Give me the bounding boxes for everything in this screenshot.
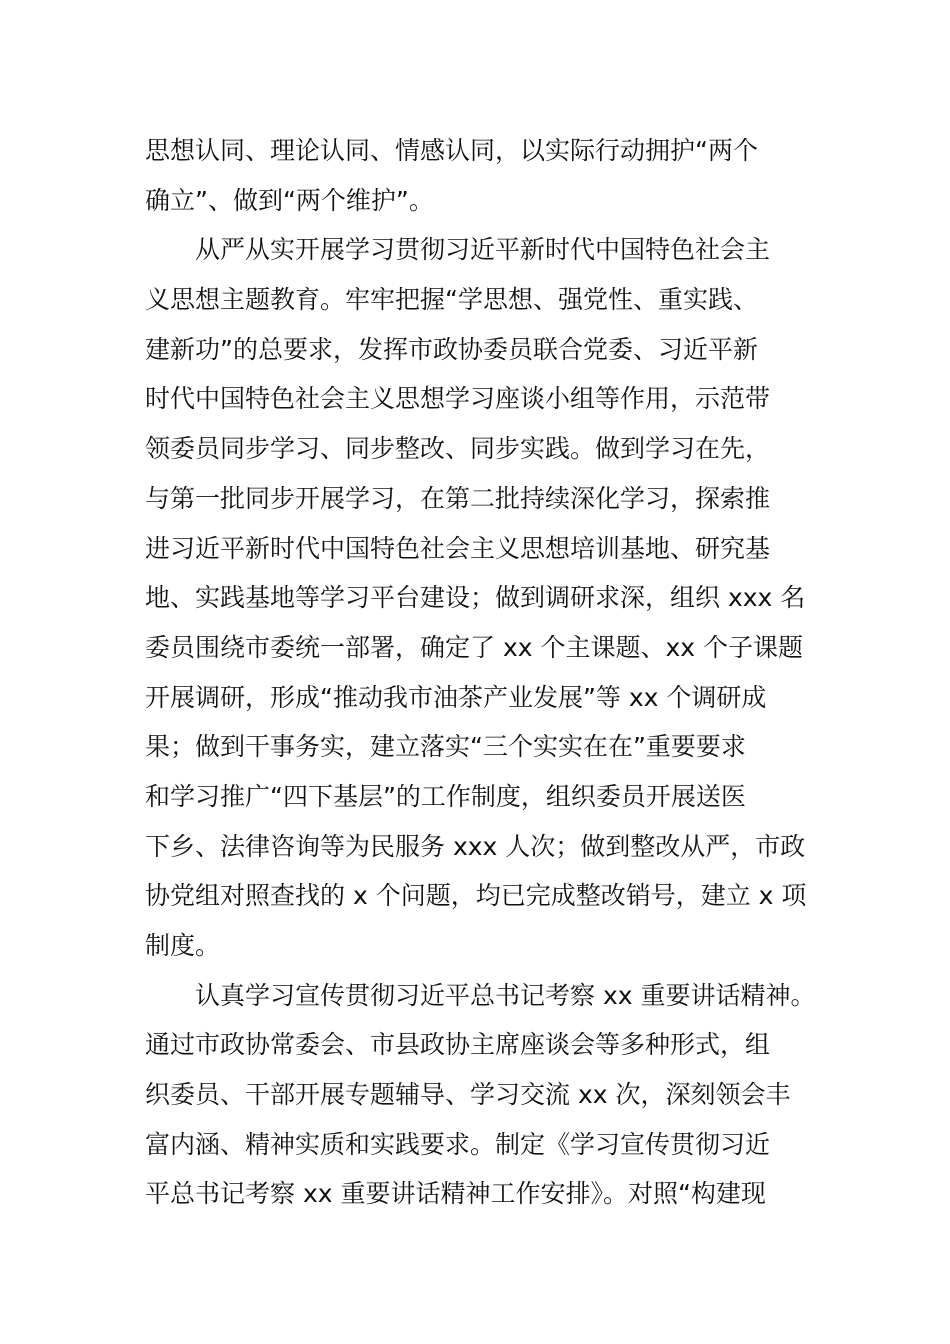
body-text bbox=[145, 126, 815, 1219]
text-line: 富内涵、精神实质和实践要求。制定《学习宣传贯彻习近 bbox=[145, 1129, 771, 1159]
text-line: 协党组对照查找的 x 个问题，均已完成整改销号，建立 x 项 bbox=[145, 881, 807, 911]
text-line: 思想认同、理论认同、情感认同，以实际行动拥护“两个 bbox=[145, 136, 758, 165]
text-line: 与第一批同步开展学习，在第二批持续深化学习，探索推 bbox=[145, 483, 771, 513]
text-line: 时代中国特色社会主义思想学习座谈小组等作用，示范带 bbox=[145, 384, 771, 414]
text-line: 果；做到干事务实，建立落实“三个实实在在”重要要求 bbox=[145, 732, 746, 762]
text-line: 制度。 bbox=[145, 931, 221, 960]
text-line: 和学习推广“四下基层”的工作制度，组织委员开展送医 bbox=[145, 781, 746, 811]
text-line: 进习近平新时代中国特色社会主义思想培训基地、研究基 bbox=[145, 533, 771, 563]
text-line: 通过市政协常委会、市县政协主席座谈会等多种形式，组 bbox=[145, 1030, 771, 1060]
text-line: 确立”、做到“两个维护”。 bbox=[145, 185, 434, 215]
paragraph-start-line: 从严从实开展学习贯彻习近平新时代中国特色社会主 bbox=[195, 235, 771, 265]
paragraph-start-line: 认真学习宣传贯彻习近平总书记考察 xx 重要讲话精神。 bbox=[195, 980, 816, 1010]
text-line: 地、实践基地等学习平台建设；做到调研求深，组织 xxx 名 bbox=[145, 583, 806, 613]
text-line: 领委员同步学习、同步整改、同步实践。做到学习在先， bbox=[145, 434, 771, 464]
text-line: 委员围绕市委统一部署，确定了 xx 个主课题、xx 个子课题 bbox=[145, 632, 804, 662]
text-line: 义思想主题教育。牢牢把握“学思想、强党性、重实践、 bbox=[145, 285, 758, 315]
text-line: 下乡、法律咨询等为民服务 xxx 人次；做到整改从严，市政 bbox=[145, 831, 806, 861]
text-line: 建新功”的总要求，发挥市政协委员联合党委、习近平新 bbox=[145, 334, 758, 364]
text-line: 织委员、干部开展专题辅导、学习交流 xx 次，深刻领会丰 bbox=[145, 1080, 791, 1110]
text-line: 开展调研，形成“推动我市油茶产业发展”等 xx 个调研成 bbox=[145, 682, 767, 712]
text-line: 平总书记考察 xx 重要讲话精神工作安排》。对照“构建现 bbox=[145, 1179, 766, 1209]
